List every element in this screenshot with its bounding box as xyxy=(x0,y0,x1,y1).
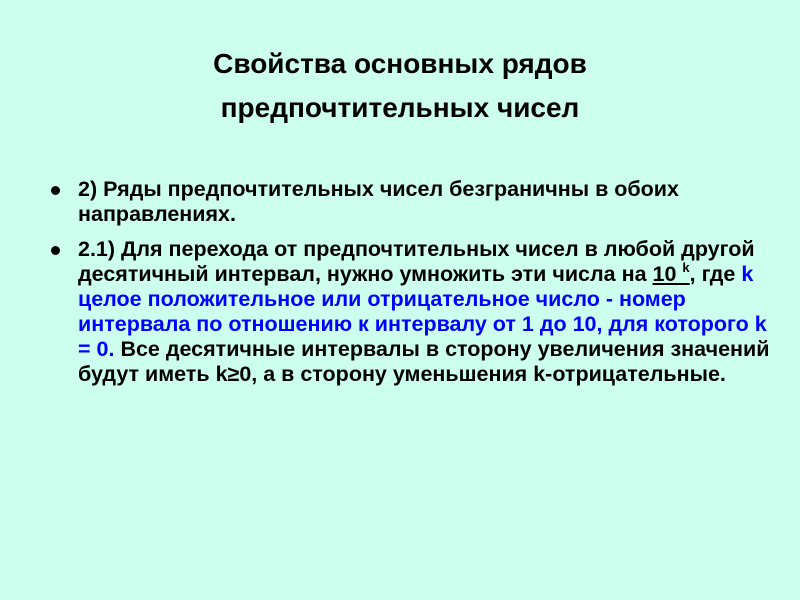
bullet-list xyxy=(50,177,770,397)
bullet-2-text-part2: , где xyxy=(689,262,742,286)
slide-title xyxy=(0,42,800,130)
bullet-dot-icon xyxy=(51,186,60,195)
bullet-item-1 xyxy=(50,177,770,227)
power-of-ten xyxy=(653,262,690,286)
title-line-2: предпочтительных чисел xyxy=(220,92,580,123)
bullet-2-text-part1: 2.1) Для перехода от предпочтительных чисел в любой другой десятичный интервал, нужно умножить эти числа на xyxy=(78,237,755,286)
bullet-2-text-part3: Все десятичные интервалы в сторону увеличения значений будут иметь k≥0, а в сторону уменьшения k-отрицательные. xyxy=(78,337,770,386)
power-exponent: k xyxy=(682,260,690,275)
bullet-2-highlight: k целое положительное или отрицательное число - номер интервала по отношению к интервалу от 1 до 10, для которого k = 0. xyxy=(78,262,767,361)
title-line-1: Свойства основных рядов xyxy=(213,48,587,79)
bullet-item-2 xyxy=(50,237,770,387)
bullet-1-text: 2) Ряды предпочтительных чисел безграничны в обоих направлениях. xyxy=(78,177,679,226)
bullet-dot-icon xyxy=(51,246,60,255)
power-base: 10 xyxy=(652,262,683,286)
